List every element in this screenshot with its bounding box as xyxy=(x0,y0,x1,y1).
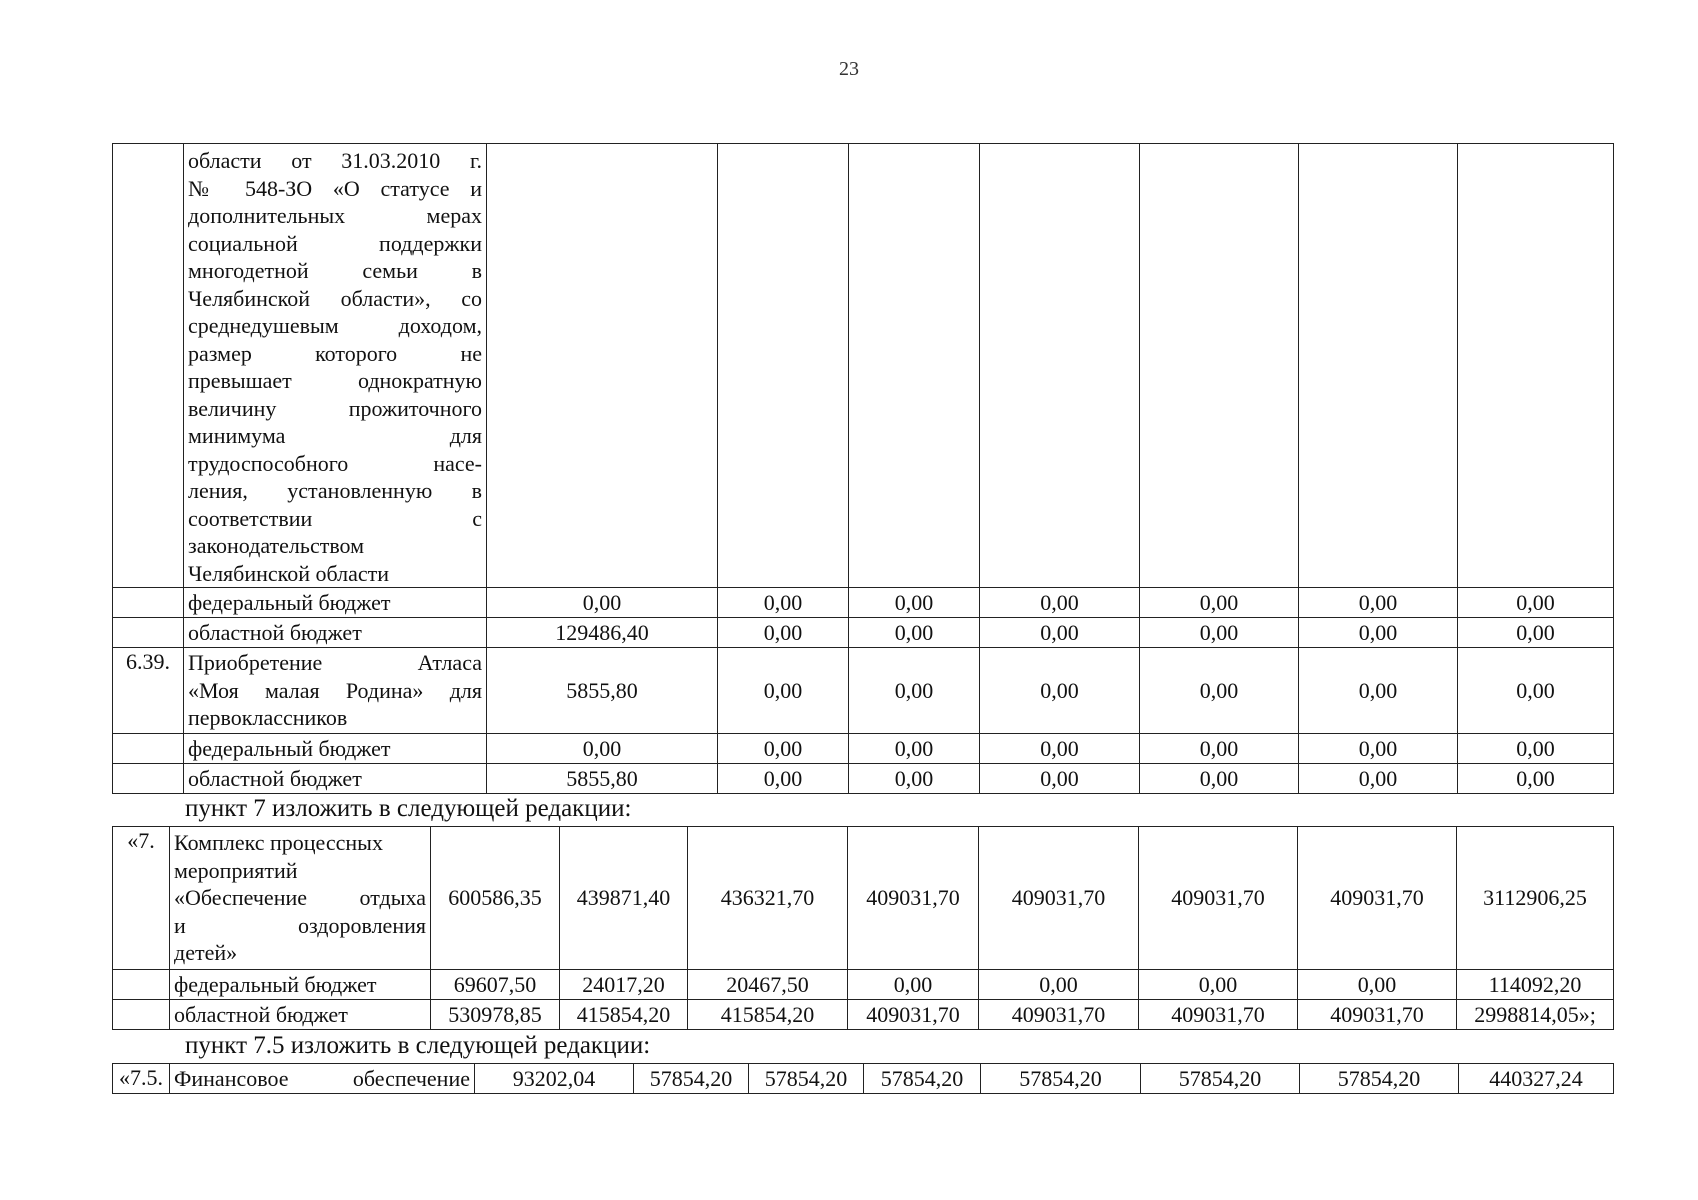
amendment-note: пункт 7.5 изложить в следующей редакции: xyxy=(185,1032,651,1059)
value-cell: 0,00 xyxy=(1458,734,1614,764)
value-cell xyxy=(849,144,980,588)
value-cell: 0,00 xyxy=(1140,764,1299,794)
text-line: Финансовое обеспечение xyxy=(174,1065,470,1091)
value-cell: 0,00 xyxy=(849,588,980,618)
value-cell: 0,00 xyxy=(1299,588,1458,618)
value-cell: 93202,04 xyxy=(475,1064,634,1094)
page-number: 23 xyxy=(839,58,859,80)
table-row xyxy=(113,970,1614,1000)
item-index: «7. xyxy=(113,827,170,970)
value-cell: 530978,85 xyxy=(431,1000,560,1030)
index-cell xyxy=(113,970,170,1000)
value-cell xyxy=(980,144,1140,588)
table-row xyxy=(113,1064,1614,1094)
value-cell: 409031,70 xyxy=(848,1000,979,1030)
value-cell: 0,00 xyxy=(1140,734,1299,764)
value-cell: 0,00 xyxy=(718,588,849,618)
index-cell xyxy=(113,144,184,588)
value-cell: 0,00 xyxy=(980,588,1140,618)
value-cell: 0,00 xyxy=(487,588,718,618)
value-cell: 409031,70 xyxy=(1139,1000,1298,1030)
text-line: Челябинской области xyxy=(188,560,390,586)
index-cell xyxy=(113,764,184,794)
value-cell: 600586,35 xyxy=(431,827,560,970)
table-row xyxy=(113,618,1614,648)
table-row xyxy=(113,764,1614,794)
value-cell: 436321,70 xyxy=(688,827,848,970)
budget-table-item-7-5 xyxy=(112,1063,1614,1094)
value-cell: 0,00 xyxy=(1140,648,1299,734)
value-cell: 114092,20 xyxy=(1457,970,1614,1000)
value-cell: 5855,80 xyxy=(487,764,718,794)
value-cell: 409031,70 xyxy=(1139,827,1298,970)
value-cell: 0,00 xyxy=(980,618,1140,648)
value-cell: 69607,50 xyxy=(431,970,560,1000)
text-line: первоклассников xyxy=(188,705,348,731)
value-cell: 0,00 xyxy=(1299,618,1458,648)
row-label: федеральный бюджет xyxy=(170,970,431,1000)
table-row xyxy=(113,1000,1614,1030)
text-line: среднедушевым доходом, xyxy=(188,313,482,338)
text-line: «Моя малая Родина» для xyxy=(188,677,482,703)
value-cell: 57854,20 xyxy=(1300,1064,1459,1094)
value-cell: 0,00 xyxy=(849,734,980,764)
value-cell: 0,00 xyxy=(849,648,980,734)
text-line: превышает однократную xyxy=(188,368,482,393)
text-line: дополнительных мерах xyxy=(188,203,482,228)
value-cell: 0,00 xyxy=(1458,648,1614,734)
index-cell xyxy=(113,1000,170,1030)
value-cell xyxy=(718,144,849,588)
value-cell: 0,00 xyxy=(718,764,849,794)
value-cell: 0,00 xyxy=(487,734,718,764)
text-line: социальной поддержки xyxy=(188,230,482,256)
row-label: федеральный бюджет xyxy=(184,734,487,764)
text-line: № 548-ЗО «О статусе и xyxy=(188,175,482,201)
table-row xyxy=(113,588,1614,618)
text-line: минимума для xyxy=(188,423,482,448)
text-line: трудоспособного насе- xyxy=(188,450,482,476)
value-cell: 57854,20 xyxy=(749,1064,864,1094)
text-line: детей» xyxy=(174,940,238,966)
value-cell xyxy=(1140,144,1299,588)
value-cell: 409031,70 xyxy=(1298,1000,1457,1030)
text-line: размер которого не xyxy=(188,340,482,366)
measure-description-cell xyxy=(170,827,431,970)
value-cell: 0,00 xyxy=(848,970,979,1000)
value-cell: 57854,20 xyxy=(981,1064,1141,1094)
value-cell: 2998814,05»; xyxy=(1457,1000,1614,1030)
value-cell: 439871,40 xyxy=(560,827,688,970)
row-label: федеральный бюджет xyxy=(184,588,487,618)
value-cell: 415854,20 xyxy=(688,1000,848,1030)
value-cell: 0,00 xyxy=(1139,970,1298,1000)
value-cell: 0,00 xyxy=(979,970,1139,1000)
row-label: областной бюджет xyxy=(184,764,487,794)
item-index: «7.5. xyxy=(113,1064,170,1094)
measure-description-cell xyxy=(184,648,487,734)
value-cell: 57854,20 xyxy=(634,1064,749,1094)
value-cell: 129486,40 xyxy=(487,618,718,648)
budget-table-section-6 xyxy=(112,143,1614,794)
text-line: законодательством xyxy=(188,533,365,558)
table-row xyxy=(113,827,1614,970)
text-line: «Обеспечение отдыха xyxy=(174,885,426,911)
value-cell: 0,00 xyxy=(980,648,1140,734)
value-cell: 0,00 xyxy=(1458,764,1614,794)
value-cell: 20467,50 xyxy=(688,970,848,1000)
text-line: величину прожиточного xyxy=(188,395,482,421)
index-cell xyxy=(113,734,184,764)
value-cell: 0,00 xyxy=(1140,588,1299,618)
value-cell: 0,00 xyxy=(1299,648,1458,734)
value-cell: 409031,70 xyxy=(979,1000,1139,1030)
table-row xyxy=(113,734,1614,764)
value-cell: 0,00 xyxy=(1299,734,1458,764)
value-cell xyxy=(1299,144,1458,588)
value-cell xyxy=(1458,144,1614,588)
value-cell: 0,00 xyxy=(718,734,849,764)
value-cell: 24017,20 xyxy=(560,970,688,1000)
value-cell: 0,00 xyxy=(849,764,980,794)
value-cell: 0,00 xyxy=(980,734,1140,764)
value-cell: 409031,70 xyxy=(848,827,979,970)
value-cell: 415854,20 xyxy=(560,1000,688,1030)
value-cell: 0,00 xyxy=(980,764,1140,794)
value-cell: 57854,20 xyxy=(864,1064,981,1094)
text-line: мероприятий xyxy=(174,857,298,883)
index-cell xyxy=(113,618,184,648)
value-cell: 0,00 xyxy=(849,618,980,648)
text-line: области от 31.03.2010 г. xyxy=(188,148,482,173)
value-cell: 440327,24 xyxy=(1459,1064,1614,1094)
value-cell: 0,00 xyxy=(1458,588,1614,618)
value-cell: 0,00 xyxy=(1140,618,1299,648)
value-cell: 3112906,25 xyxy=(1457,827,1614,970)
value-cell: 57854,20 xyxy=(1141,1064,1300,1094)
value-cell: 409031,70 xyxy=(1298,827,1457,970)
budget-table-item-7 xyxy=(112,826,1614,1030)
item-index: 6.39. xyxy=(113,648,184,734)
text-line: многодетной семьи в xyxy=(188,258,482,283)
measure-description-cell xyxy=(184,144,487,588)
text-line: соответствии с xyxy=(188,505,482,531)
text-line: и оздоровления xyxy=(174,912,426,938)
text-line: Приобретение Атласа xyxy=(188,650,482,676)
amendment-note: пункт 7 изложить в следующей редакции: xyxy=(185,795,632,822)
table-row xyxy=(113,144,1614,588)
index-cell xyxy=(113,588,184,618)
value-cell: 0,00 xyxy=(1458,618,1614,648)
value-cell xyxy=(487,144,718,588)
value-cell: 0,00 xyxy=(1298,970,1457,1000)
text-line: Комплекс процессных xyxy=(174,830,383,856)
table-row xyxy=(113,648,1614,734)
value-cell: 5855,80 xyxy=(487,648,718,734)
text-line: Челябинской области», со xyxy=(188,285,482,311)
value-cell: 0,00 xyxy=(718,648,849,734)
value-cell: 409031,70 xyxy=(979,827,1139,970)
measure-description-cell xyxy=(170,1064,475,1094)
row-label: областной бюджет xyxy=(170,1000,431,1030)
row-label: областной бюджет xyxy=(184,618,487,648)
value-cell: 0,00 xyxy=(1299,764,1458,794)
text-line: ления, установленную в xyxy=(188,478,482,503)
value-cell: 0,00 xyxy=(718,618,849,648)
